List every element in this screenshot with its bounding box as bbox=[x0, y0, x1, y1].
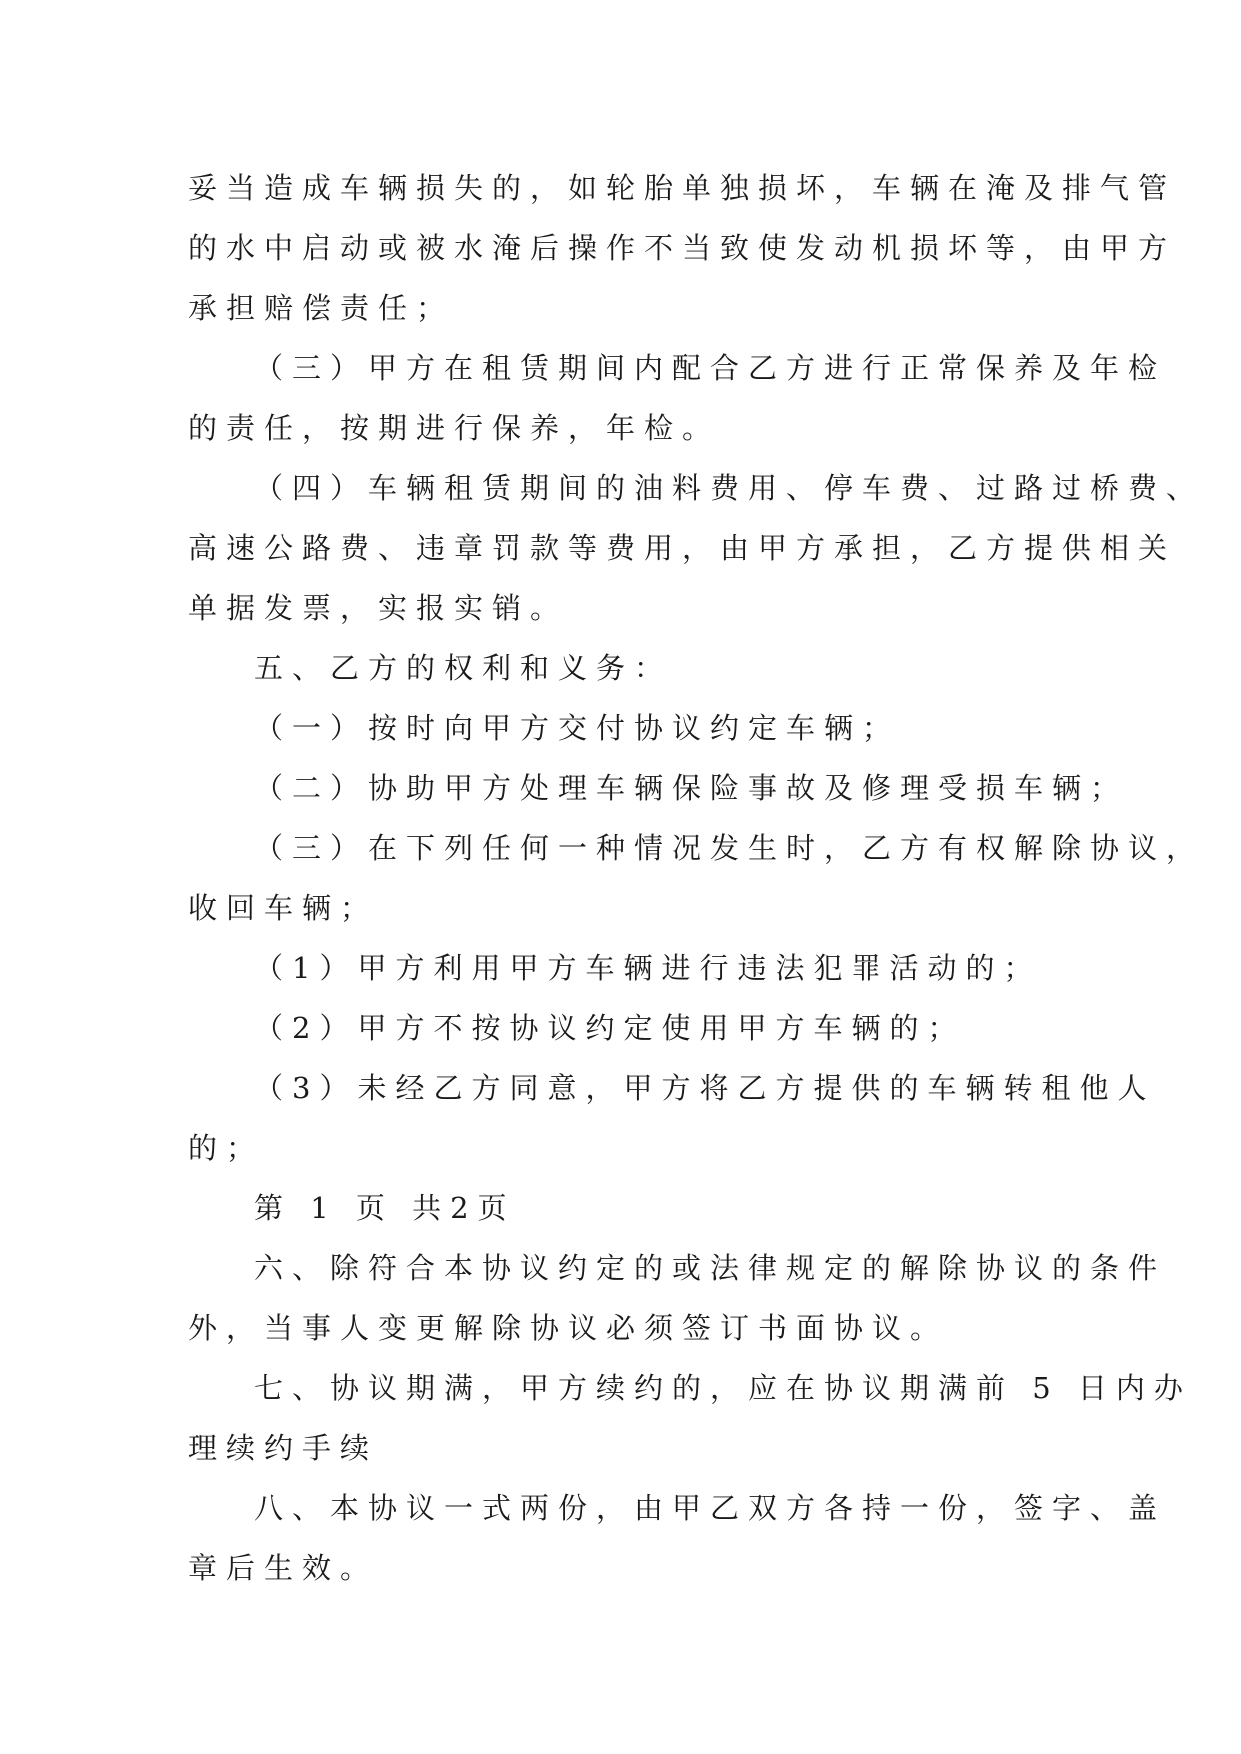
sub-clause-line: （1）甲方利用甲方车辆进行违法犯罪活动的； bbox=[254, 951, 1042, 985]
clause-line: （三）甲方在租赁期间内配合乙方进行正常保养及年检 bbox=[254, 351, 1167, 385]
page-number: 第 1 页 共2页 bbox=[254, 1191, 516, 1225]
section-heading: 五、乙方的权利和义务： bbox=[254, 651, 673, 685]
section-heading: 八、本协议一式两份，由甲乙双方各持一份，签字、盖 bbox=[254, 1491, 1167, 1525]
document-body bbox=[188, 158, 1205, 1598]
text-line: 收回车辆； bbox=[188, 891, 379, 925]
text-line: 单据发票，实报实销。 bbox=[188, 591, 569, 625]
sub-clause-line: （3）未经乙方同意，甲方将乙方提供的车辆转租他人 bbox=[254, 1071, 1156, 1105]
text-line: 的； bbox=[188, 1131, 265, 1165]
text-line: 高速公路费、违章罚款等费用，由甲方承担，乙方提供相关 bbox=[188, 531, 1177, 565]
clause-line: （一）按时向甲方交付协议约定车辆； bbox=[254, 711, 901, 745]
text-line: 外，当事人变更解除协议必须签订书面协议。 bbox=[188, 1311, 949, 1345]
clause-line: （二）协助甲方处理车辆保险事故及修理受损车辆； bbox=[254, 771, 1129, 805]
clause-line: （三）在下列任何一种情况发生时，乙方有权解除协议， bbox=[254, 831, 1205, 865]
sub-clause-line: （2）甲方不按协议约定使用甲方车辆的； bbox=[254, 1011, 966, 1045]
text-line: 理续约手续 bbox=[188, 1431, 379, 1465]
section-heading: 七、协议期满，甲方续约的，应在协议期满前 5 日内办 bbox=[254, 1371, 1192, 1405]
clause-line: （四）车辆租赁期间的油料费用、停车费、过路过桥费、 bbox=[254, 471, 1205, 505]
text-line: 的水中启动或被水淹后操作不当致使发动机损坏等，由甲方 bbox=[188, 231, 1177, 265]
text-line: 妥当造成车辆损失的，如轮胎单独损坏，车辆在淹及排气管 bbox=[188, 171, 1177, 205]
section-heading: 六、除符合本协议约定的或法律规定的解除协议的条件 bbox=[254, 1251, 1167, 1285]
text-line: 章后生效。 bbox=[188, 1551, 379, 1585]
text-line: 的责任，按期进行保养，年检。 bbox=[188, 411, 721, 445]
text-line: 承担赔偿责任； bbox=[188, 291, 455, 325]
